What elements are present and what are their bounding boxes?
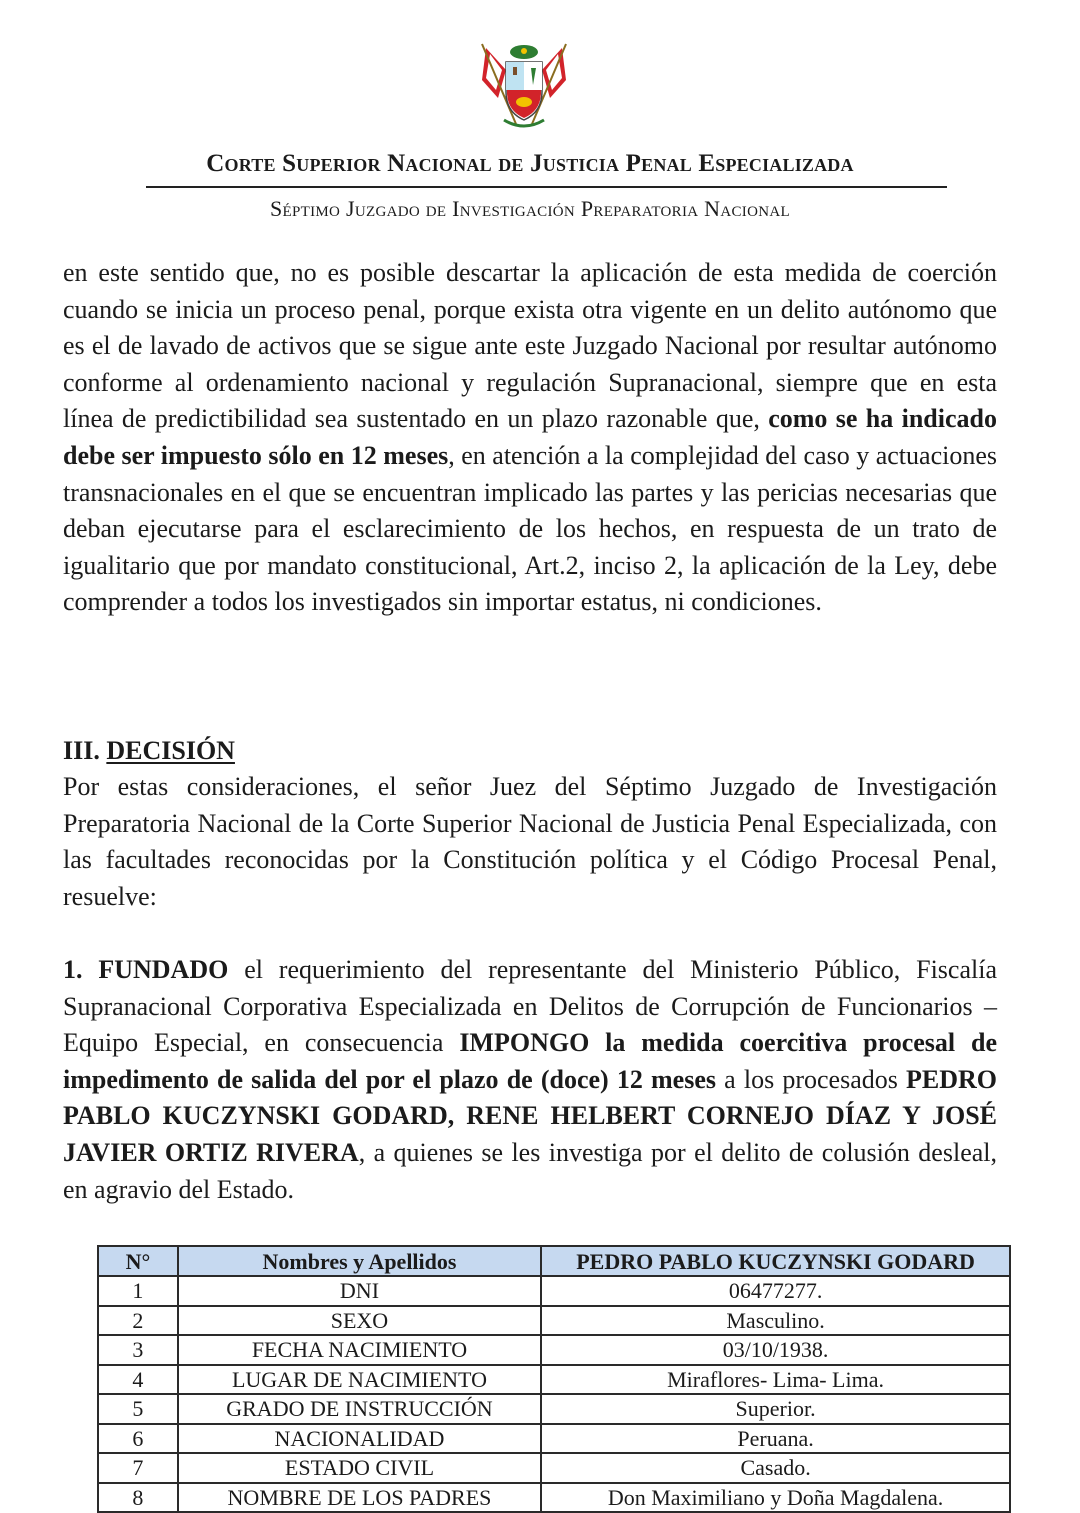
- peru-coat-of-arms-icon: [476, 40, 572, 132]
- table-cell: 1: [98, 1276, 178, 1306]
- table-cell: NACIONALIDAD: [178, 1424, 541, 1454]
- table-cell: FECHA NACIMIENTO: [178, 1335, 541, 1365]
- header-divider: [146, 186, 947, 188]
- table-cell: Don Maximiliano y Doña Magdalena.: [541, 1483, 1010, 1513]
- table-row: [98, 1306, 1010, 1336]
- table-cell: Miraflores- Lima- Lima.: [541, 1365, 1010, 1395]
- table-cell: 6: [98, 1424, 178, 1454]
- court-name: Corte Superior Nacional de Justicia Penal Especializada: [206, 150, 854, 177]
- table-cell: 5: [98, 1394, 178, 1424]
- table-cell: NOMBRE DE LOS PADRES: [178, 1483, 541, 1513]
- table-cell: 8: [98, 1483, 178, 1513]
- resolution-text-b: a los procesados: [716, 1064, 906, 1094]
- decision-heading: [63, 733, 235, 769]
- table-cell: 06477277.: [541, 1276, 1010, 1306]
- table-cell: SEXO: [178, 1306, 541, 1336]
- table-row: [98, 1394, 1010, 1424]
- table-cell: Peruana.: [541, 1424, 1010, 1454]
- table-cell: LUGAR DE NACIMIENTO: [178, 1365, 541, 1395]
- table-cell: Masculino.: [541, 1306, 1010, 1336]
- resolution-text-a: el requerimiento del representante del Ministerio Público, Fiscalía Supranacional Corporativa Especializada en Delitos de Corrupción de Funcionarios – Equipo Especial, en consecuencia: [63, 955, 997, 1058]
- table-row: [98, 1335, 1010, 1365]
- table-cell: 2: [98, 1306, 178, 1336]
- table-cell: DNI: [178, 1276, 541, 1306]
- table-cell: 4: [98, 1365, 178, 1395]
- resolution-bold-a: 1. FUNDADO: [63, 955, 229, 984]
- table-cell: GRADO DE INSTRUCCIÓN: [178, 1394, 541, 1424]
- table-header-field: Nombres y Apellidos: [178, 1246, 541, 1276]
- table-header-person: PEDRO PABLO KUCZYNSKI GODARD: [541, 1246, 1010, 1276]
- paragraph-reasoning-text-a: en este sentido que, no es posible descartar la aplicación de esta medida de coerción cuando se inicia un proceso penal, porque exista otra vigente en un delito autónomo que es el de lavado de activos que se sigue ante este Juzgado Nacional por resultar autónomo conforme al ordenamiento nacional y regulación Supranacional, siempre que en esta línea de predictibilidad sea sustentado en un plazo razonable que,: [63, 258, 997, 434]
- resolution-text-c: , a quienes se les investiga por el delito de colusión desleal, en agravio del Estado.: [63, 1137, 997, 1204]
- resolution-bold-c: PEDRO PABLO KUCZYNSKI GODARD, RENE HELBERT CORNEJO DÍAZ Y JOSÉ JAVIER ORTIZ RIVERA: [63, 1064, 997, 1167]
- court-division: Séptimo Juzgado de Investigación Preparatoria Nacional: [270, 196, 790, 221]
- table-row: [98, 1276, 1010, 1306]
- paragraph-reasoning-bold: como se ha indicado debe ser impuesto sólo en 12 meses: [63, 404, 997, 470]
- table-header-row: [98, 1246, 1010, 1276]
- table-row: [98, 1483, 1010, 1513]
- table-cell: Superior.: [541, 1394, 1010, 1424]
- paragraph-reasoning-text-b: , en atención a la complejidad del caso y actuaciones transnacionales en el que se encuentran implicado las partes y las pericias necesarias que deban ejecutarse para el esclarecimiento de los hechos, en respuesta de un trato de igualitario que por mandato constitucional, Art.2, inciso 2, la aplicación de la Ley, debe comprender a todos los investigados sin importar estatus, ni condiciones.: [63, 440, 997, 617]
- resolution-bold-b: IMPONGO la medida coercitiva procesal de impedimento de salida del por el plazo de (doce) 12 meses: [63, 1028, 997, 1094]
- decision-title: DECISIÓN: [106, 736, 235, 765]
- table-cell: 7: [98, 1453, 178, 1483]
- decision-intro: Por estas consideraciones, el señor Juez del Séptimo Juzgado de Investigación Preparatoria Nacional de la Corte Superior Nacional de Justicia Penal Especializada, con las facultades reconocidas por la Constitución política y el Código Procesal Penal, resuelve:: [63, 772, 997, 911]
- table-header-number: N°: [98, 1246, 178, 1276]
- table-row: [98, 1453, 1010, 1483]
- resolution-item-1: [63, 952, 997, 1208]
- table-row: [98, 1365, 1010, 1395]
- table-cell: 03/10/1938.: [541, 1335, 1010, 1365]
- table-row: [98, 1424, 1010, 1454]
- paragraph-reasoning: [63, 255, 997, 621]
- table-cell: 3: [98, 1335, 178, 1365]
- defendant-data-table: [97, 1245, 1011, 1513]
- table-cell: Casado.: [541, 1453, 1010, 1483]
- decision-number: III.: [63, 736, 107, 765]
- table-cell: ESTADO CIVIL: [178, 1453, 541, 1483]
